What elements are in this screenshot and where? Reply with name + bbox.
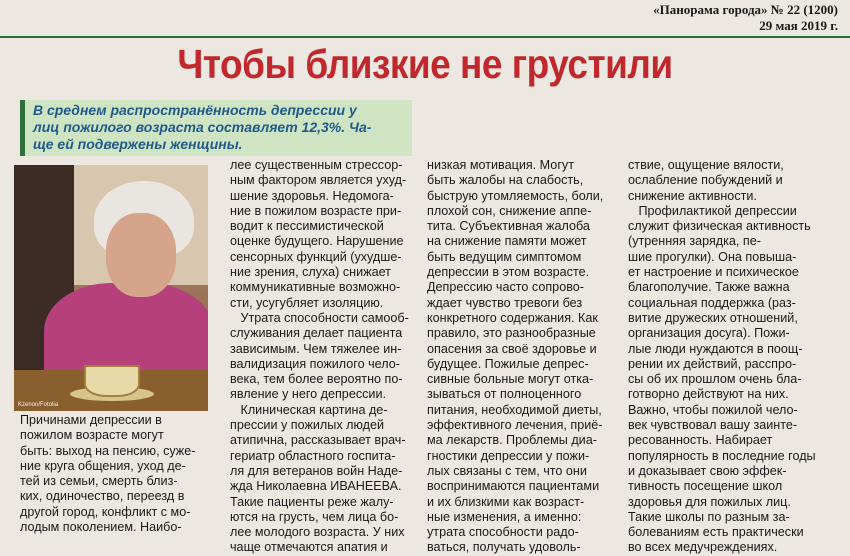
article-photo bbox=[14, 165, 208, 411]
article-headline: Чтобы близкие не грустили bbox=[177, 41, 673, 87]
masthead-issue: «Панорама города» № 22 (1200) bbox=[653, 2, 838, 17]
masthead-date: 29 мая 2019 г. bbox=[759, 18, 838, 33]
photo-credit: Kzenon/Fotolia bbox=[18, 402, 59, 408]
masthead bbox=[653, 2, 838, 34]
article-column-3: низкая мотивация. Могут быть жалобы на слабость, быструю утомляемость, боли, плохой сон, снижение аппе- тита. Субъективная жалоба на снижение памяти может быть ведущим симптомом депрессии в этом возрасте. Депрессию часто сопрово- ждает чувство тревоги без конкретного содержания. Как правило, это разнообразные опасения за своё здоровье и будущее. Пожилые депрес- сивные больные могут отка- зываться от полноценного питания, необходимой диеты, эффективного лечения, приё- ма лекарств. Проблемы диа- гностики депрессии у пожи- лых связаны с тем, что они воспринимаются пациентами и их близкими как возраст- ные изменения, а именно: утрата способности радо- ваться, получать удоволь- bbox=[427, 158, 604, 555]
header-rule bbox=[0, 36, 850, 38]
article-column-4: ствие, ощущение вялости, ослабление побуждений и снижение активности. Профилактикой депрессии служит физическая активность (утренняя зарядка, пе- шие прогулки). Она повыша- ет настроение и психическое благополучие. Также важна социальная поддержка (раз- витие дружеских отношений, организация досуга). Пожи- лые люди нуждаются в поощ- рении их действий, расспро- сы об их прошлом очень бла- готворно действуют на них. Важно, чтобы пожилой чело- век чувствовал вашу заинте- ресованность. Набирает популярность в последние годы и доказывает свою эффек- тивность посещение школ здоровья для пожилых лиц. Такие школы по разным за- болеваниям есть практически во всех медучреждениях. bbox=[628, 158, 816, 555]
article-column-2: лее существенным стрессор- ным фактором является ухуд- шение здоровья. Недомога- ние в пожилом возрасте при- водит к пессимистической оценке будущего. Нарушение сенсорных функций (ухудше- ние зрения, слуха) снижает коммуникативные возможно- сти, усугубляет изоляцию. Утрата способности самооб- служивания делает пациента зависимым. Чем тяжелее ин- валидизация пожилого чело- века, тем более вероятно по- явление у него депрессии. Клиническая картина де- прессии у пожилых людей атипична, рассказывает врач- гериатр областного госпита- ля для ветеранов войн Наде- жда Николаевна ИВАНЕЕВА. Такие пациенты реже жалу- ются на грусть, чем лица бо- лее молодого возраста. У них чаще отмечаются апатия и bbox=[230, 158, 409, 555]
article-column-1: Причинами депрессии в пожилом возрасте могут быть: выход на пенсию, суже- ние круга общения, уход де- тей из семьи, смерть близ- ких, одиночество, переезд в другой город, конфликт с мо- лодым поколением. Наибо- bbox=[20, 413, 196, 535]
article-lead: В среднем распространённость депрессии у лиц пожилого возраста составляет 12,3%. Ча- ще ей подвержены женщины. bbox=[20, 100, 412, 156]
